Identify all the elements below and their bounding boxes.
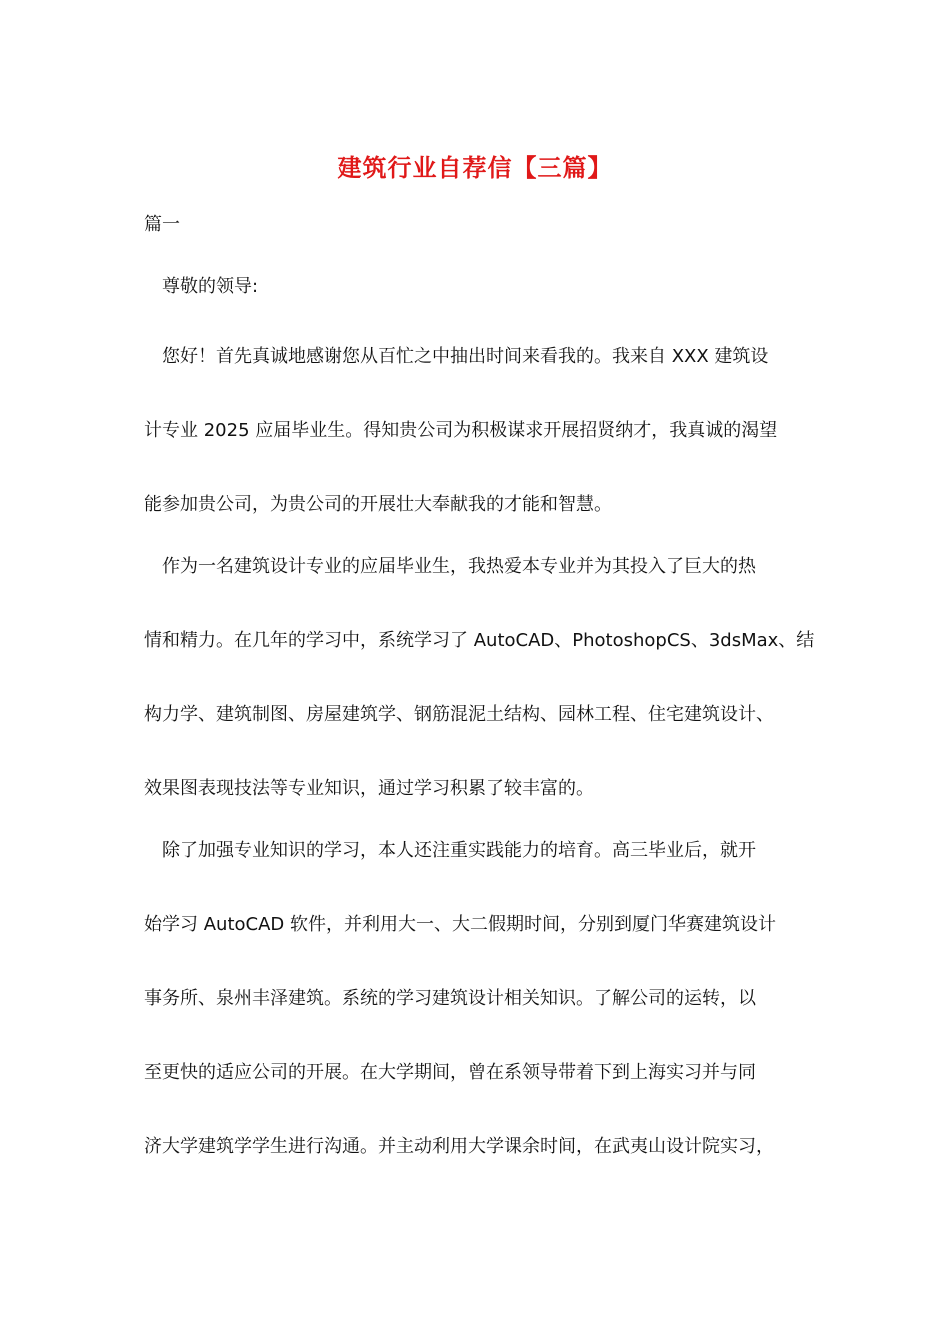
paragraph-line: 能参加贵公司，为贵公司的开展壮大奉献我的才能和智慧。 [144, 494, 612, 515]
letter-body [144, 272, 815, 1160]
document-title: 建筑行业自荐信【三篇】 [337, 153, 613, 182]
paragraph-line: 构力学、建筑制图、房屋建筑学、钢筋混泥土结构、园林工程、住宅建筑设计、 [144, 704, 774, 725]
paragraph-line: 您好！首先真诚地感谢您从百忙之中抽出时间来看我的。我来自 XXX 建筑设 [144, 346, 769, 367]
paragraph-line: 情和精力。在几年的学习中，系统学习了 AutoCAD、PhotoshopCS、3dsMax、结 [144, 630, 815, 651]
paragraph-line: 济大学建筑学学生进行沟通。并主动利用大学课余时间，在武夷山设计院实习， [144, 1136, 774, 1157]
section-label: 篇一 [144, 214, 180, 235]
paragraph-line: 至更快的适应公司的开展。在大学期间，曾在系领导带着下到上海实习并与同 [144, 1062, 756, 1083]
paragraph-line: 效果图表现技法等专业知识，通过学习积累了较丰富的。 [144, 778, 594, 799]
paragraph-line: 计专业 2025 应届毕业生。得知贵公司为积极谋求开展招贤纳才，我真诚的渴望 [144, 420, 778, 441]
paragraph-line: 除了加强专业知识的学习，本人还注重实践能力的培育。高三毕业后，就开 [144, 840, 756, 861]
paragraph-line: 作为一名建筑设计专业的应届毕业生，我热爱本专业并为其投入了巨大的热 [144, 556, 756, 577]
paragraph-line: 事务所、泉州丰泽建筑。系统的学习建筑设计相关知识。了解公司的运转，以 [144, 988, 756, 1009]
salutation-line: 尊敬的领导: [144, 276, 259, 297]
paragraph-line: 始学习 AutoCAD 软件，并利用大一、大二假期时间，分别到厦门华赛建筑设计 [144, 914, 776, 935]
